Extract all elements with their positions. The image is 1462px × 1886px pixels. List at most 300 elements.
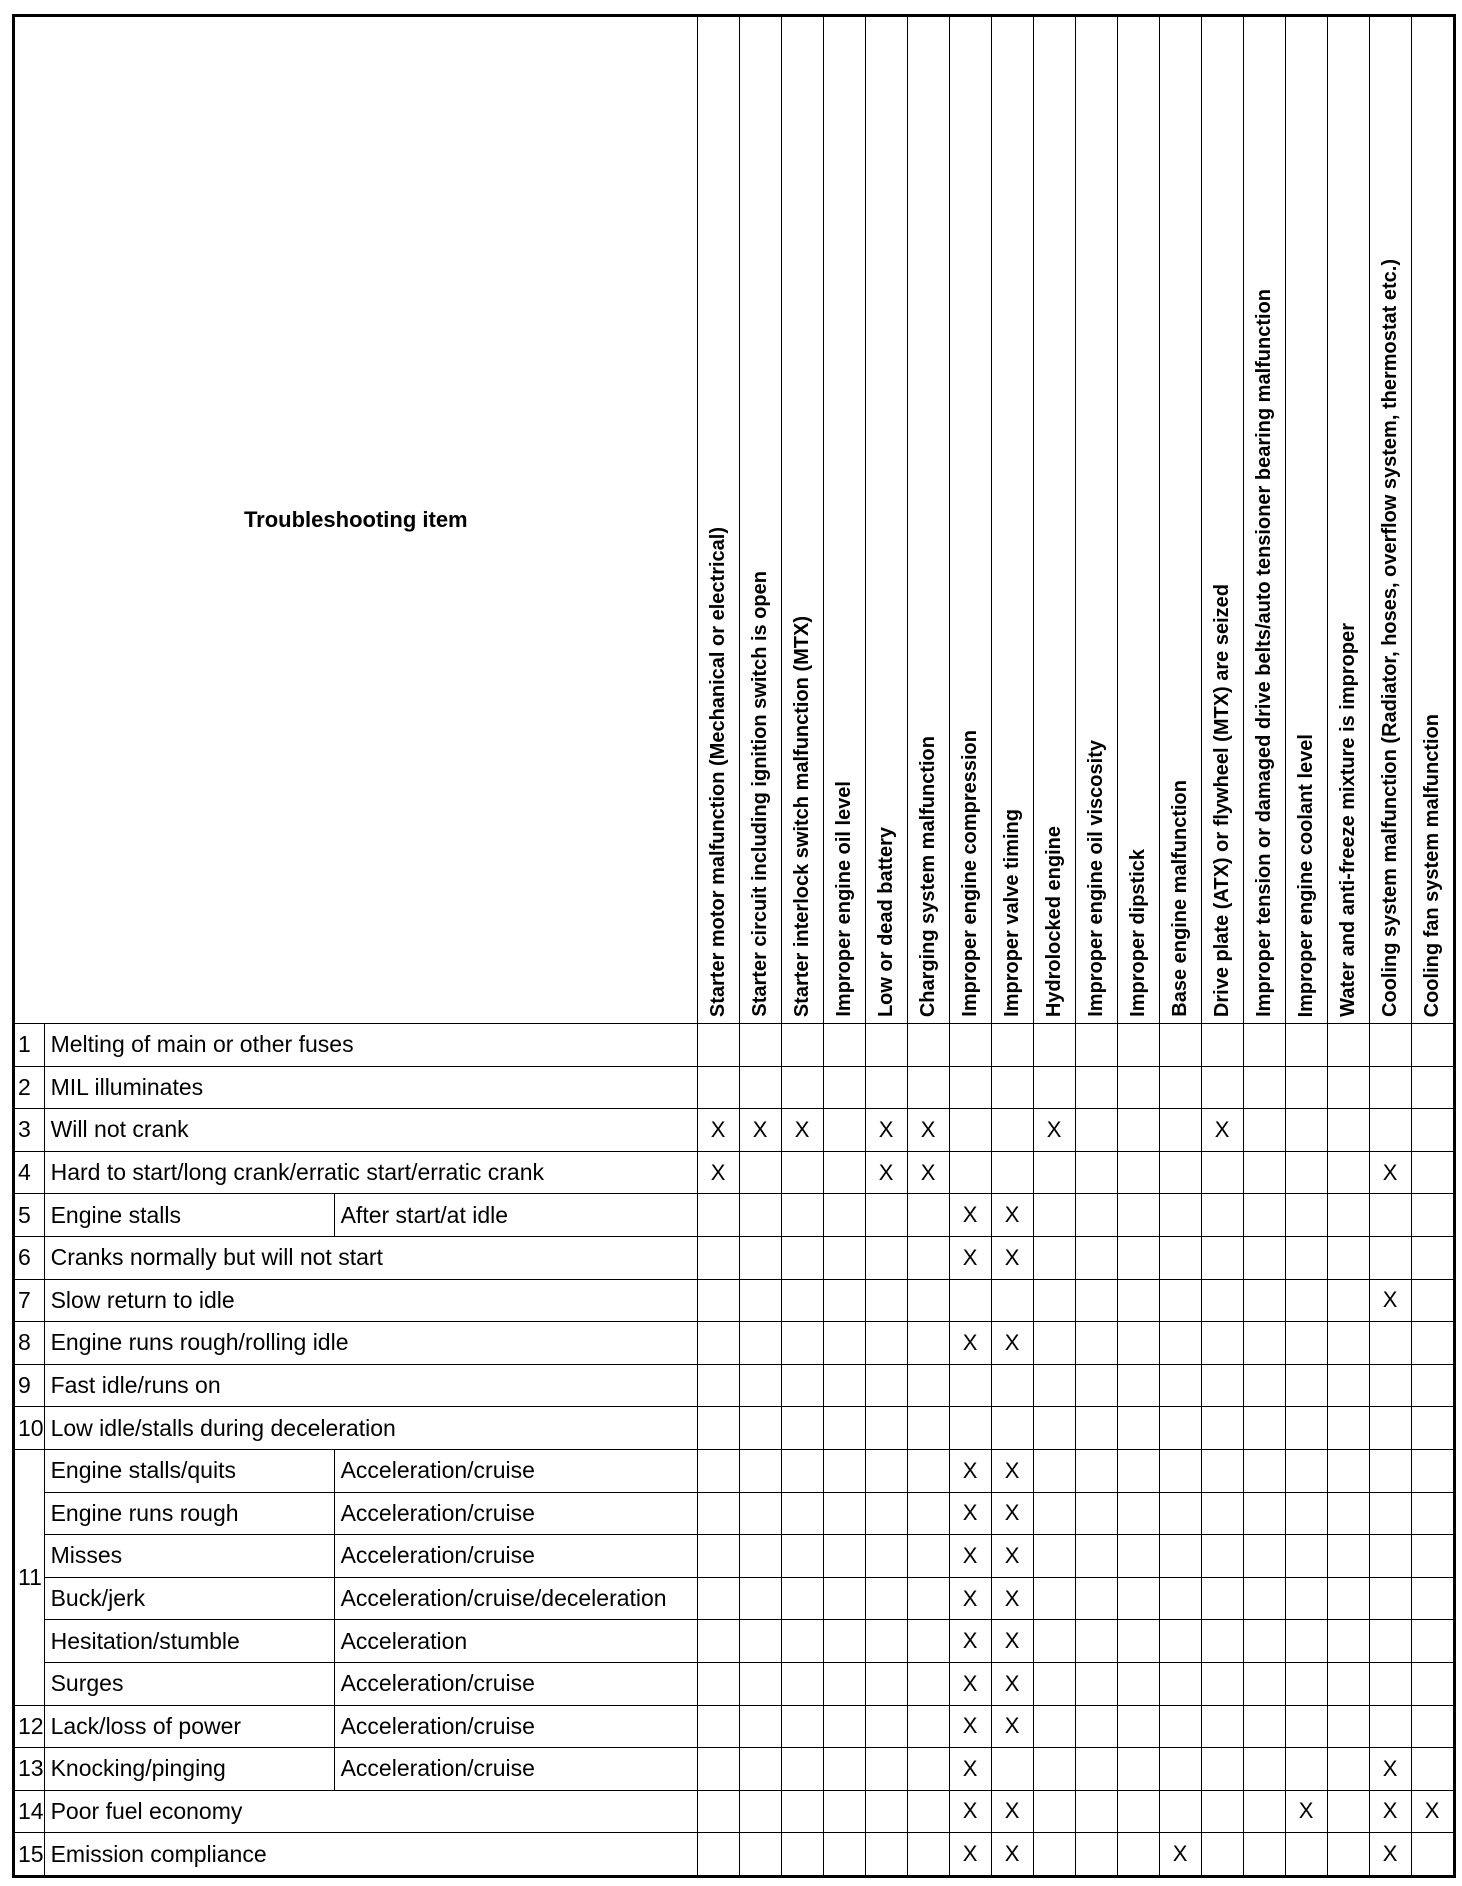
column-header-label: Improper tension or damaged drive belts/auto tensioner bearing malfunction xyxy=(1252,289,1275,1017)
empty-cell xyxy=(739,1236,781,1279)
empty-cell xyxy=(907,1364,949,1407)
empty-cell xyxy=(1117,1364,1159,1407)
empty-cell xyxy=(1369,1236,1411,1279)
empty-cell xyxy=(1327,1577,1369,1620)
mark-cell: X xyxy=(1411,1790,1454,1833)
empty-cell xyxy=(865,1705,907,1748)
table-row xyxy=(14,1748,1455,1791)
condition-cell: Acceleration/cruise xyxy=(334,1662,697,1705)
mark-cell: X xyxy=(949,1535,991,1578)
empty-cell xyxy=(1327,1109,1369,1152)
column-header xyxy=(1075,16,1117,1024)
empty-cell xyxy=(991,1024,1033,1067)
empty-cell xyxy=(697,1364,739,1407)
empty-cell xyxy=(781,1492,823,1535)
empty-cell xyxy=(1327,1194,1369,1237)
table-row xyxy=(14,1151,1455,1194)
empty-cell xyxy=(739,1705,781,1748)
column-header-label: Charging system malfunction xyxy=(916,735,939,1017)
empty-cell xyxy=(1243,1407,1285,1450)
empty-cell xyxy=(907,1194,949,1237)
column-header-label: Starter motor malfunction (Mechanical or electrical) xyxy=(706,526,729,1017)
empty-cell xyxy=(1369,1024,1411,1067)
empty-cell xyxy=(1411,1024,1454,1067)
empty-cell xyxy=(1159,1151,1201,1194)
empty-cell xyxy=(1033,1066,1075,1109)
empty-cell xyxy=(1159,1449,1201,1492)
mark-cell: X xyxy=(949,1236,991,1279)
empty-cell xyxy=(1033,1577,1075,1620)
empty-cell xyxy=(697,1492,739,1535)
empty-cell xyxy=(1411,1066,1454,1109)
empty-cell xyxy=(1159,1109,1201,1152)
empty-cell xyxy=(1159,1620,1201,1663)
empty-cell xyxy=(823,1322,865,1365)
row-number: 12 xyxy=(14,1705,45,1748)
empty-cell xyxy=(697,1194,739,1237)
empty-cell xyxy=(1285,1236,1327,1279)
column-header xyxy=(1159,16,1201,1024)
symptom-cell: Emission compliance xyxy=(44,1833,697,1877)
empty-cell xyxy=(1411,1236,1454,1279)
empty-cell xyxy=(823,1790,865,1833)
empty-cell xyxy=(781,1194,823,1237)
empty-cell xyxy=(949,1407,991,1450)
row-number: 4 xyxy=(14,1151,45,1194)
empty-cell xyxy=(739,1151,781,1194)
empty-cell xyxy=(1243,1109,1285,1152)
empty-cell xyxy=(1075,1407,1117,1450)
symptom-cell: Cranks normally but will not start xyxy=(44,1236,697,1279)
empty-cell xyxy=(697,1535,739,1578)
empty-cell xyxy=(1117,1492,1159,1535)
empty-cell xyxy=(1075,1364,1117,1407)
column-header xyxy=(781,16,823,1024)
empty-cell xyxy=(1033,1322,1075,1365)
empty-cell xyxy=(697,1279,739,1322)
empty-cell xyxy=(1327,1492,1369,1535)
empty-cell xyxy=(1033,1535,1075,1578)
symptom-cell: Engine runs rough/rolling idle xyxy=(44,1322,697,1365)
empty-cell xyxy=(781,1662,823,1705)
empty-cell xyxy=(991,1364,1033,1407)
empty-cell xyxy=(1201,1407,1243,1450)
empty-cell xyxy=(865,1492,907,1535)
table-row xyxy=(14,1492,1455,1535)
empty-cell xyxy=(1117,1407,1159,1450)
empty-cell xyxy=(1411,1279,1454,1322)
empty-cell xyxy=(823,1535,865,1578)
empty-cell xyxy=(865,1279,907,1322)
column-header-label: Starter interlock switch malfunction (MTX) xyxy=(790,615,813,1017)
empty-cell xyxy=(1117,1833,1159,1877)
empty-cell xyxy=(823,1705,865,1748)
mark-cell: X xyxy=(991,1620,1033,1663)
empty-cell xyxy=(1201,1577,1243,1620)
mark-cell: X xyxy=(697,1109,739,1152)
empty-cell xyxy=(1327,1322,1369,1365)
mark-cell: X xyxy=(991,1322,1033,1365)
empty-cell xyxy=(1243,1364,1285,1407)
empty-cell xyxy=(1411,1109,1454,1152)
empty-cell xyxy=(781,1322,823,1365)
empty-cell xyxy=(739,1833,781,1877)
row-number: 1 xyxy=(14,1024,45,1067)
empty-cell xyxy=(823,1662,865,1705)
row-number: 11 xyxy=(14,1449,45,1705)
table-row xyxy=(14,1833,1455,1877)
empty-cell xyxy=(1075,1705,1117,1748)
mark-cell: X xyxy=(781,1109,823,1152)
column-header xyxy=(1411,16,1454,1024)
column-header xyxy=(949,16,991,1024)
empty-cell xyxy=(1369,1066,1411,1109)
empty-cell xyxy=(1411,1322,1454,1365)
empty-cell xyxy=(697,1407,739,1450)
empty-cell xyxy=(1201,1066,1243,1109)
empty-cell xyxy=(1243,1620,1285,1663)
row-number: 14 xyxy=(14,1790,45,1833)
empty-cell xyxy=(1033,1620,1075,1663)
empty-cell xyxy=(1369,1194,1411,1237)
empty-cell xyxy=(697,1748,739,1791)
empty-cell xyxy=(1327,1279,1369,1322)
empty-cell xyxy=(1201,1620,1243,1663)
mark-cell: X xyxy=(991,1790,1033,1833)
symptom-cell: Misses xyxy=(44,1535,334,1578)
row-number: 8 xyxy=(14,1322,45,1365)
empty-cell xyxy=(1411,1407,1454,1450)
empty-cell xyxy=(1201,1662,1243,1705)
empty-cell xyxy=(823,1364,865,1407)
empty-cell xyxy=(1117,1748,1159,1791)
mark-cell: X xyxy=(1201,1109,1243,1152)
empty-cell xyxy=(1369,1492,1411,1535)
empty-cell xyxy=(1201,1151,1243,1194)
empty-cell xyxy=(1033,1194,1075,1237)
row-number: 15 xyxy=(14,1833,45,1877)
empty-cell xyxy=(739,1364,781,1407)
empty-cell xyxy=(865,1620,907,1663)
condition-cell: Acceleration/cruise xyxy=(334,1748,697,1791)
empty-cell xyxy=(1159,1236,1201,1279)
empty-cell xyxy=(865,1407,907,1450)
empty-cell xyxy=(1201,1236,1243,1279)
empty-cell xyxy=(1369,1364,1411,1407)
empty-cell xyxy=(865,1194,907,1237)
empty-cell xyxy=(739,1024,781,1067)
row-number: 9 xyxy=(14,1364,45,1407)
empty-cell xyxy=(1369,1322,1411,1365)
empty-cell xyxy=(1159,1024,1201,1067)
empty-cell xyxy=(1159,1066,1201,1109)
mark-cell: X xyxy=(949,1833,991,1877)
row-number: 2 xyxy=(14,1066,45,1109)
mark-cell: X xyxy=(865,1109,907,1152)
empty-cell xyxy=(991,1066,1033,1109)
column-header xyxy=(697,16,739,1024)
empty-cell xyxy=(907,1322,949,1365)
empty-cell xyxy=(1033,1407,1075,1450)
empty-cell xyxy=(1075,1279,1117,1322)
empty-cell xyxy=(1285,1577,1327,1620)
empty-cell xyxy=(1075,1577,1117,1620)
empty-cell xyxy=(1201,1364,1243,1407)
empty-cell xyxy=(739,1535,781,1578)
empty-cell xyxy=(739,1407,781,1450)
empty-cell xyxy=(1159,1748,1201,1791)
table-row xyxy=(14,1024,1455,1067)
empty-cell xyxy=(1033,1748,1075,1791)
mark-cell: X xyxy=(949,1449,991,1492)
empty-cell xyxy=(1411,1194,1454,1237)
empty-cell xyxy=(1075,1535,1117,1578)
table-row xyxy=(14,1620,1455,1663)
empty-cell xyxy=(739,1577,781,1620)
empty-cell xyxy=(1327,1024,1369,1067)
symptom-cell: Low idle/stalls during deceleration xyxy=(44,1407,697,1450)
table-row xyxy=(14,1662,1455,1705)
table-row xyxy=(14,1790,1455,1833)
empty-cell xyxy=(1117,1577,1159,1620)
empty-cell xyxy=(1327,1364,1369,1407)
empty-cell xyxy=(823,1449,865,1492)
empty-cell xyxy=(739,1790,781,1833)
empty-cell xyxy=(1243,1024,1285,1067)
empty-cell xyxy=(1117,1109,1159,1152)
mark-cell: X xyxy=(949,1748,991,1791)
mark-cell: X xyxy=(991,1833,1033,1877)
empty-cell xyxy=(1159,1790,1201,1833)
empty-cell xyxy=(907,1279,949,1322)
empty-cell xyxy=(697,1236,739,1279)
empty-cell xyxy=(1159,1407,1201,1450)
empty-cell xyxy=(697,1620,739,1663)
mark-cell: X xyxy=(991,1662,1033,1705)
empty-cell xyxy=(781,1449,823,1492)
mark-cell: X xyxy=(949,1790,991,1833)
empty-cell xyxy=(1327,1748,1369,1791)
empty-cell xyxy=(949,1066,991,1109)
empty-cell xyxy=(907,1790,949,1833)
row-number: 7 xyxy=(14,1279,45,1322)
empty-cell xyxy=(991,1109,1033,1152)
column-header xyxy=(1369,16,1411,1024)
empty-cell xyxy=(1033,1151,1075,1194)
empty-cell xyxy=(697,1833,739,1877)
empty-cell xyxy=(1201,1790,1243,1833)
empty-cell xyxy=(1117,1620,1159,1663)
mark-cell: X xyxy=(1369,1833,1411,1877)
empty-cell xyxy=(1033,1449,1075,1492)
table-row xyxy=(14,1066,1455,1109)
empty-cell xyxy=(823,1833,865,1877)
empty-cell xyxy=(1033,1364,1075,1407)
empty-cell xyxy=(1243,1322,1285,1365)
empty-cell xyxy=(1201,1194,1243,1237)
empty-cell xyxy=(1243,1449,1285,1492)
empty-cell xyxy=(823,1492,865,1535)
empty-cell xyxy=(1243,1833,1285,1877)
empty-cell xyxy=(1117,1236,1159,1279)
table-body xyxy=(14,1024,1455,1877)
empty-cell xyxy=(1411,1535,1454,1578)
empty-cell xyxy=(907,1748,949,1791)
symptom-cell: Engine stalls xyxy=(44,1194,334,1237)
mark-cell: X xyxy=(991,1705,1033,1748)
empty-cell xyxy=(949,1024,991,1067)
empty-cell xyxy=(1411,1492,1454,1535)
empty-cell xyxy=(907,1577,949,1620)
column-header-label: Starter circuit including ignition switch is open xyxy=(748,571,771,1017)
empty-cell xyxy=(1159,1364,1201,1407)
empty-cell xyxy=(1201,1024,1243,1067)
empty-cell xyxy=(1285,1748,1327,1791)
symptom-cell: Hesitation/stumble xyxy=(44,1620,334,1663)
empty-cell xyxy=(739,1492,781,1535)
mark-cell: X xyxy=(1033,1109,1075,1152)
empty-cell xyxy=(1243,1535,1285,1578)
header-row xyxy=(14,16,1455,1024)
empty-cell xyxy=(1243,1151,1285,1194)
mark-cell: X xyxy=(1369,1748,1411,1791)
condition-cell: After start/at idle xyxy=(334,1194,697,1237)
empty-cell xyxy=(865,1662,907,1705)
empty-cell xyxy=(823,1620,865,1663)
empty-cell xyxy=(865,1364,907,1407)
empty-cell xyxy=(1159,1279,1201,1322)
table-row xyxy=(14,1279,1455,1322)
empty-cell xyxy=(1327,1833,1369,1877)
empty-cell xyxy=(1327,1066,1369,1109)
row-number: 5 xyxy=(14,1194,45,1237)
empty-cell xyxy=(1243,1194,1285,1237)
empty-cell xyxy=(1159,1535,1201,1578)
empty-cell xyxy=(1285,1662,1327,1705)
empty-cell xyxy=(1075,1066,1117,1109)
mark-cell: X xyxy=(949,1492,991,1535)
empty-cell xyxy=(1201,1535,1243,1578)
empty-cell xyxy=(1033,1236,1075,1279)
mark-cell: X xyxy=(1369,1790,1411,1833)
empty-cell xyxy=(1285,1194,1327,1237)
symptom-cell: Hard to start/long crank/erratic start/erratic crank xyxy=(44,1151,697,1194)
empty-cell xyxy=(781,1748,823,1791)
empty-cell xyxy=(823,1109,865,1152)
mark-cell: X xyxy=(949,1705,991,1748)
empty-cell xyxy=(823,1748,865,1791)
empty-cell xyxy=(907,1449,949,1492)
empty-cell xyxy=(781,1620,823,1663)
empty-cell xyxy=(781,1236,823,1279)
empty-cell xyxy=(1243,1790,1285,1833)
empty-cell xyxy=(1411,1833,1454,1877)
empty-cell xyxy=(739,1620,781,1663)
empty-cell xyxy=(781,1066,823,1109)
empty-cell xyxy=(1243,1236,1285,1279)
symptom-cell: Buck/jerk xyxy=(44,1577,334,1620)
mark-cell: X xyxy=(991,1194,1033,1237)
empty-cell xyxy=(907,1662,949,1705)
empty-cell xyxy=(865,1066,907,1109)
empty-cell xyxy=(1075,1449,1117,1492)
empty-cell xyxy=(1117,1705,1159,1748)
column-header xyxy=(1117,16,1159,1024)
table-row xyxy=(14,1322,1455,1365)
mark-cell: X xyxy=(907,1109,949,1152)
empty-cell xyxy=(865,1748,907,1791)
empty-cell xyxy=(823,1407,865,1450)
empty-cell xyxy=(1033,1662,1075,1705)
empty-cell xyxy=(907,1407,949,1450)
empty-cell xyxy=(991,1407,1033,1450)
empty-cell xyxy=(865,1577,907,1620)
empty-cell xyxy=(991,1279,1033,1322)
empty-cell xyxy=(1201,1705,1243,1748)
column-header-label: Water and anti-freeze mixture is improper xyxy=(1336,623,1359,1017)
empty-cell xyxy=(1075,1833,1117,1877)
empty-cell xyxy=(907,1236,949,1279)
empty-cell xyxy=(781,1407,823,1450)
empty-cell xyxy=(1327,1535,1369,1578)
column-header-label: Drive plate (ATX) or flywheel (MTX) are seized xyxy=(1210,583,1233,1017)
mark-cell: X xyxy=(991,1535,1033,1578)
column-header-label: Improper valve timing xyxy=(1000,809,1023,1017)
empty-cell xyxy=(1075,1024,1117,1067)
condition-cell: Acceleration xyxy=(334,1620,697,1663)
column-header xyxy=(739,16,781,1024)
empty-cell xyxy=(823,1577,865,1620)
empty-cell xyxy=(1075,1790,1117,1833)
empty-cell xyxy=(781,1364,823,1407)
empty-cell xyxy=(1159,1705,1201,1748)
column-header xyxy=(907,16,949,1024)
empty-cell xyxy=(823,1194,865,1237)
empty-cell xyxy=(1411,1151,1454,1194)
empty-cell xyxy=(1243,1066,1285,1109)
column-header xyxy=(991,16,1033,1024)
column-header-label: Improper engine oil level xyxy=(832,781,855,1017)
symptom-cell: Engine stalls/quits xyxy=(44,1449,334,1492)
empty-cell xyxy=(1327,1449,1369,1492)
empty-cell xyxy=(1201,1833,1243,1877)
empty-cell xyxy=(1285,1364,1327,1407)
empty-cell xyxy=(1243,1577,1285,1620)
empty-cell xyxy=(739,1748,781,1791)
empty-cell xyxy=(1033,1833,1075,1877)
symptom-cell: Slow return to idle xyxy=(44,1279,697,1322)
empty-cell xyxy=(1369,1109,1411,1152)
empty-cell xyxy=(781,1535,823,1578)
empty-cell xyxy=(1117,1024,1159,1067)
empty-cell xyxy=(1075,1109,1117,1152)
empty-cell xyxy=(1201,1322,1243,1365)
empty-cell xyxy=(697,1790,739,1833)
empty-cell xyxy=(1075,1322,1117,1365)
empty-cell xyxy=(865,1535,907,1578)
empty-cell xyxy=(697,1449,739,1492)
mark-cell: X xyxy=(907,1151,949,1194)
empty-cell xyxy=(781,1279,823,1322)
empty-cell xyxy=(781,1151,823,1194)
empty-cell xyxy=(1075,1194,1117,1237)
column-header xyxy=(1327,16,1369,1024)
empty-cell xyxy=(697,1024,739,1067)
empty-cell xyxy=(1369,1705,1411,1748)
empty-cell xyxy=(1159,1662,1201,1705)
empty-cell xyxy=(1369,1407,1411,1450)
table-row xyxy=(14,1535,1455,1578)
